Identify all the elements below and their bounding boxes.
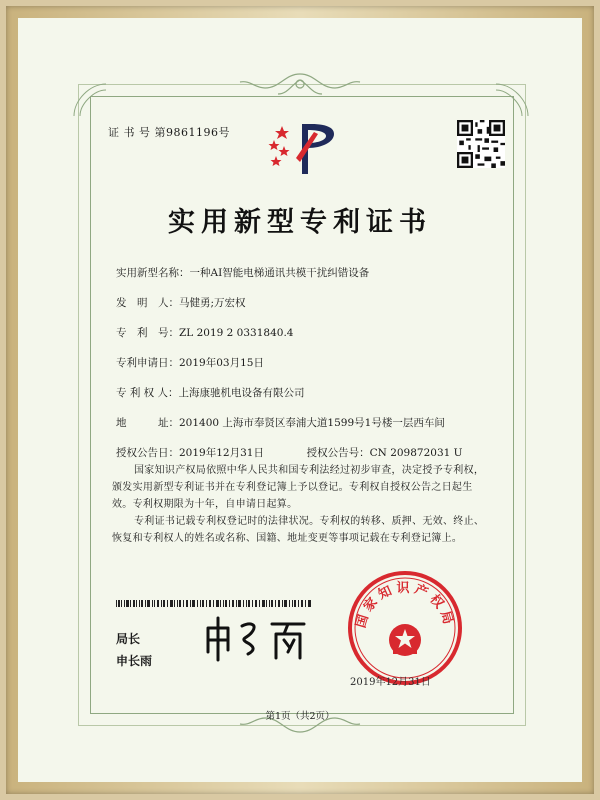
announcement-label: 授权公告号： (306, 447, 370, 459)
field-value: 上海康驰机电设备有限公司 (178, 387, 305, 399)
cnipa-logo-icon (262, 118, 344, 180)
barcode-icon (116, 600, 312, 607)
field-value: 2019年03月15日 (179, 357, 264, 369)
field-label: 专利申请日： (116, 357, 179, 369)
certificate-number-suffix: 号 (218, 126, 230, 139)
field-label: 授权公告日： (116, 447, 179, 459)
top-ornament-icon (230, 70, 370, 100)
signature-icon (200, 614, 310, 664)
field-value: 2019年12月31日 (179, 447, 264, 459)
field-value: 一种AI智能电梯通讯共模干扰纠错设备 (189, 267, 370, 279)
field-application-date (116, 355, 264, 370)
seal-icon (345, 568, 465, 688)
field-patentee (116, 385, 305, 400)
left-ornament-icon (70, 80, 110, 120)
certificate-number (108, 124, 230, 140)
field-address (116, 415, 445, 430)
field-label: 实用新型名称： (116, 267, 190, 279)
announcement-value: CN 209872031 U (369, 447, 463, 459)
director-name: 申长雨 (116, 654, 153, 668)
certificate-number-value: 9861196 (166, 126, 219, 139)
field-utility-model-name (116, 265, 369, 280)
field-inventors (116, 295, 246, 310)
seal-text: 国家知识产权局 (353, 581, 457, 630)
field-value: 201400 上海市奉贤区奉浦大道1599号1号楼一层西车间 (179, 417, 445, 429)
right-ornament-icon (492, 80, 532, 120)
director-title: 局长 (116, 632, 141, 646)
page-number: 第1页（共2页） (265, 711, 335, 722)
qr-code-icon (457, 120, 505, 168)
legal-status-paragraph: 专利证书记载专利权登记时的法律状况。专利权的转移、质押、无效、终止、恢复和专利权人的姓名或名称、国籍、地址变更等事项记载在专利登记簿上。 (112, 516, 485, 544)
emblem-icon (389, 624, 421, 656)
certificate-number-label: 证 书 号 第 (108, 126, 166, 139)
seal-date: 2019年12月31日 (350, 677, 431, 688)
field-label: 发 明 人： (116, 297, 179, 309)
field-label: 地 址： (116, 417, 179, 429)
field-grant-date (116, 445, 463, 460)
field-label: 专 利 号： (116, 327, 179, 339)
grant-paragraph: 国家知识产权局依照中华人民共和国专利法经过初步审查，决定授予专利权，颁发实用新型专利证书并在专利登记簿上予以登记。专利权自授权公告之日起生效。专利权期限为十年，自申请日起算。 (112, 465, 485, 510)
field-value: 马健勇;万宏权 (179, 297, 246, 309)
field-patent-number (116, 325, 293, 340)
star-icon (269, 126, 290, 166)
field-value: ZL 2019 2 0331840.4 (179, 327, 294, 339)
field-label: 专 利 权 人： (116, 387, 179, 399)
certificate-title: 实用新型专利证书 (168, 207, 432, 238)
